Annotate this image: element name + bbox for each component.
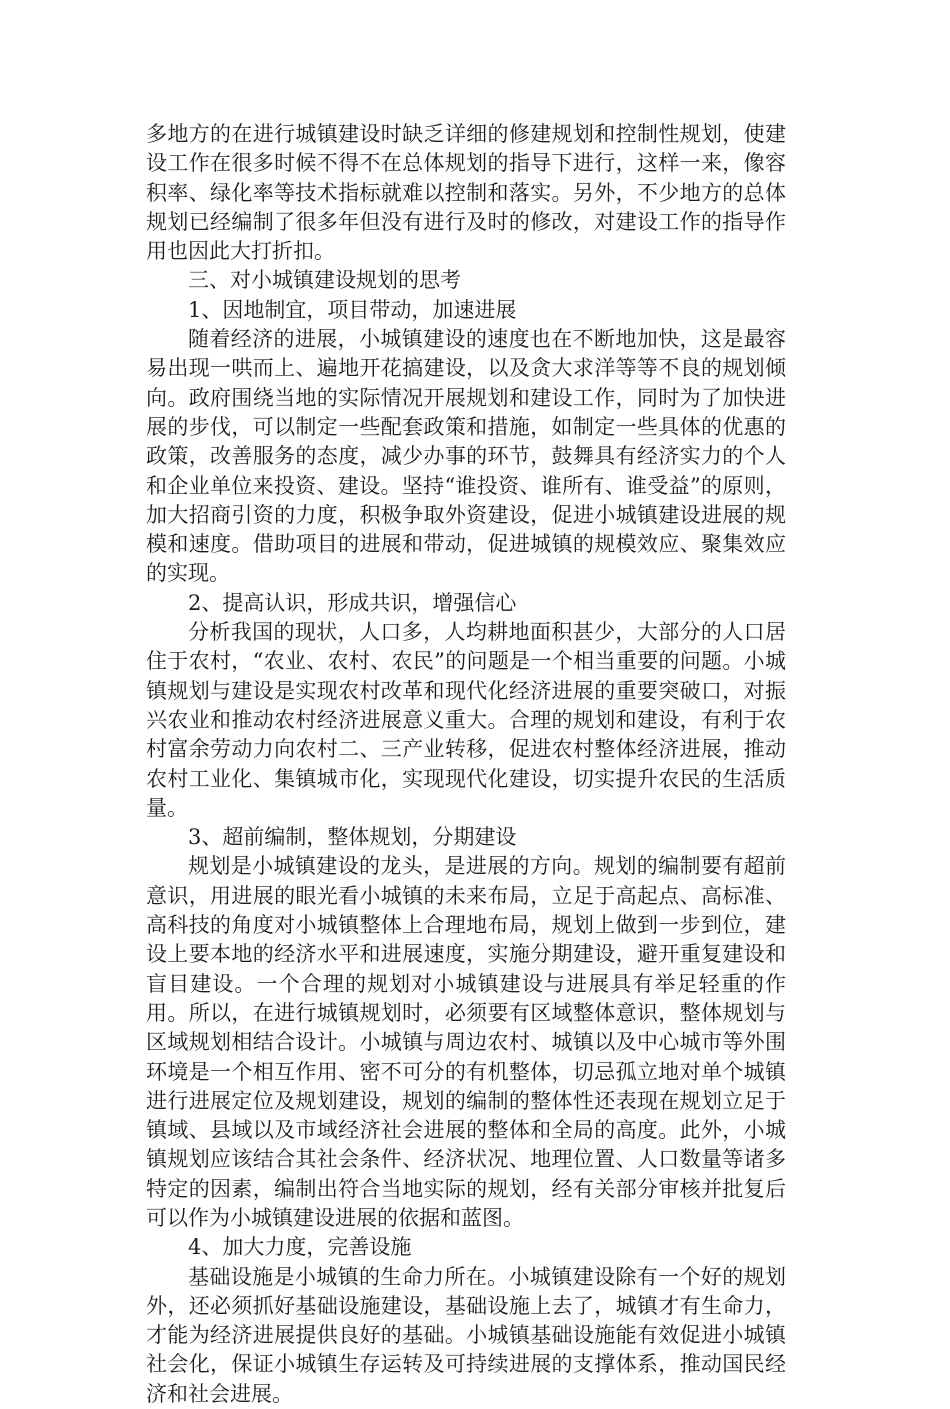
subheading-1: 1、因地制宜，项目带动，加速进展 <box>188 297 517 322</box>
paragraph-1: 随着经济的进展，小城镇建设的速度也在不断地加快，这是最容易出现一哄而上、遍地开花搞建设，以及贪大求洋等等不良的规划倾向。政府围绕当地的实际情况开展规划和建设工作，同时为了加快进展的步伐，可以制定一些配套政策和措施，如制定一些具体的优惠的政策，改善服务的态度，减少办事的环节，鼓舞具有经济实力的个人和企业单位来投资、建设。坚持“谁投资、谁所有、谁受益”的原则，加大招商引资的力度，积极争取外资建设，促进小城镇建设进展的规模和速度。借助项目的进展和带动，促进城镇的规模效应、聚集效应的实现。 <box>146 327 786 586</box>
section-heading: 三、对小城镇建设规划的思考 <box>188 268 461 293</box>
paragraph-2: 分析我国的现状，人口多，人均耕地面积甚少，大部分的人口居住于农村，“农业、农村、农民”的问题是一个相当重要的问题。小城镇规划与建设是实现农村改革和现代化经济进展的重要突破口，对振兴农业和推动农村经济进展意义重大。合理的规划和建设，有利于农村富余劳动力向农村二、三产业转移，促进农村整体经济进展，推动农村工业化、集镇城市化，实现现代化建设，切实提升农民的生活质量。 <box>146 620 786 820</box>
document-body <box>146 120 786 1409</box>
paragraph-continued: 多地方的在进行城镇建设时缺乏详细的修建规划和控制性规划，使建设工作在很多时候不得不在总体规划的指导下进行，这样一来，像容积率、绿化率等技术指标就难以控制和落实。另外，不少地方的总体规划已经编制了很多年但没有进行及时的修改，对建设工作的指导作用也因此大打折扣。 <box>146 122 786 264</box>
subheading-4: 4、加大力度，完善设施 <box>188 1235 412 1260</box>
subheading-3: 3、超前编制，整体规划，分期建设 <box>188 825 517 850</box>
subheading-2: 2、提高认识，形成共识，增强信心 <box>188 590 517 615</box>
paragraph-3: 规划是小城镇建设的龙头，是进展的方向。规划的编制要有超前意识，用进展的眼光看小城镇的未来布局，立足于高起点、高标准、高科技的角度对小城镇整体上合理地布局，规划上做到一步到位，建设上要本地的经济水平和进展速度，实施分期建设，避开重复建设和盲目建设。一个合理的规划对小城镇建设与进展具有举足轻重的作用。所以，在进行城镇规划时，必须要有区域整体意识，整体规划与区域规划相结合设计。小城镇与周边农村、城镇以及中心城市等外围环境是一个相互作用、密不可分的有机整体，切忌孤立地对单个城镇进行进展定位及规划建设，规划的编制的整体性还表现在规划立足于镇域、县域以及市域经济社会进展的整体和全局的高度。此外，小城镇规划应该结合其社会条件、经济状况、地理位置、人口数量等诸多特定的因素，编制出符合当地实际的规划，经有关部分审核并批复后可以作为小城镇建设进展的依据和蓝图。 <box>146 854 786 1230</box>
paragraph-4: 基础设施是小城镇的生命力所在。小城镇建设除有一个好的规划外，还必须抓好基础设施建设，基础设施上去了，城镇才有生命力，才能为经济进展提供良好的基础。小城镇基础设施能有效促进小城镇社会化，保证小城镇生存运转及可持续进展的支撑体系，推动国民经济和社会进展。 <box>146 1264 786 1406</box>
